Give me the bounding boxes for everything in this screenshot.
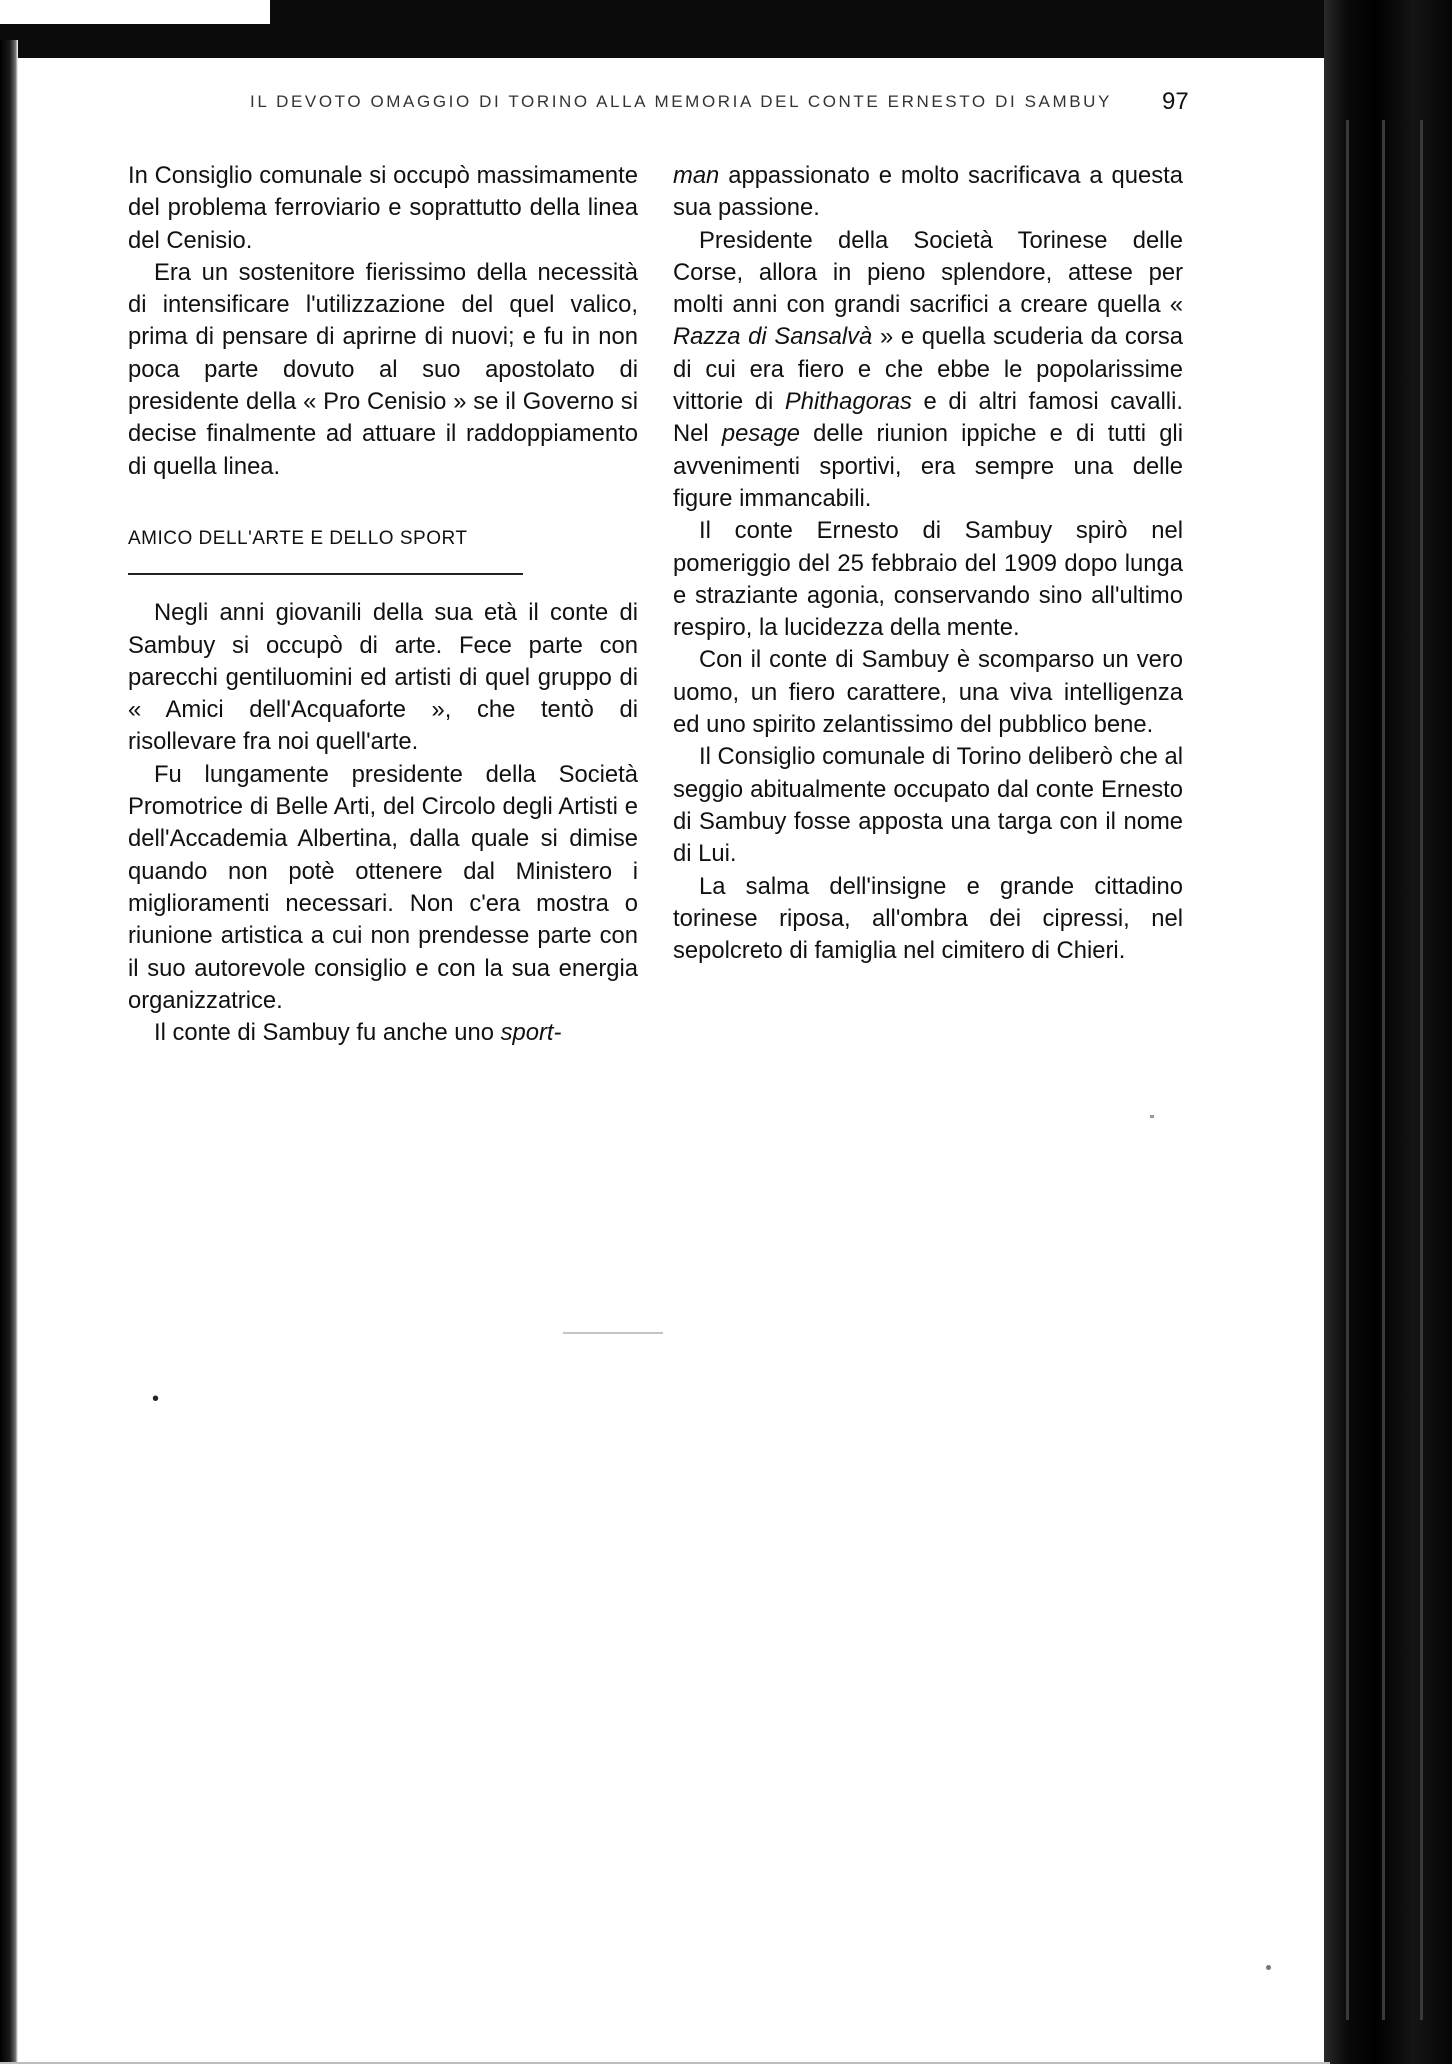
paragraph: Negli anni giovanili della sua età il conte di Sambuy si occupò di arte. Fece parte con parecchi gentiluomini ed artisti di quel gruppo di « Amici dell'Acquaforte », che tentò di risollevare fra noi quell'arte. — [128, 599, 638, 756]
scan-mark-dot: • — [152, 1388, 160, 1410]
paragraph: In Consiglio comunale si occupò massimamente del problema ferroviario e soprattutto della linea del Cenisio. — [128, 162, 638, 254]
italic-text: pesage — [721, 420, 800, 448]
scan-streak — [1346, 120, 1349, 2020]
scan-notch — [0, 0, 270, 24]
paragraph — [673, 225, 1183, 516]
italic-text: man — [673, 162, 720, 189]
scan-mark-line — [563, 1332, 663, 1334]
section-heading: AMICO DELL'ARTE E DELLO SPORT — [128, 523, 523, 575]
paragraph: Era un sostenitore fierissimo della necessità di intensificare l'utilizzazione del quel valico, prima di pensare di aprirne di nuovi; e fu in non poca parte dovuto al suo apostolato di presidente della « Pro Cenisio » se il Governo si decise finalmente ad attuare il raddoppiamento di quella linea. — [128, 258, 638, 480]
paragraph: Il Consiglio comunale di Torino deliberò che al seggio abitualmente occupato dal conte Ernesto di Sambuy fosse apposta una targa con il nome di Lui. — [673, 743, 1183, 868]
paragraph — [128, 1017, 638, 1049]
scan-speck — [1266, 1965, 1271, 1970]
paragraph-text: Il conte di Sambuy fu anche uno — [154, 1019, 501, 1047]
italic-text: Razza di Sansalvà — [673, 323, 873, 351]
paragraph: Fu lungamente presidente della Società Promotrice di Belle Arti, del Circolo degli Artisti e dell'Accademia Albertina, dalla quale si dimise quando non potè ottenere dal Ministero i miglioramenti necessari. Non c'era mostra o riunione artistica a cui non prendesse parte con il suo autorevole consiglio e con la sua energia organizzatrice. — [128, 760, 638, 1014]
italic-text: sport- — [500, 1019, 562, 1047]
paragraph: Con il conte di Sambuy è scomparso un vero uomo, un fiero carattere, una viva intelligenza ed uno spirito zelantissimo del pubblico bene. — [673, 646, 1183, 739]
scan-speck — [1150, 1115, 1154, 1118]
left-column — [128, 160, 638, 1049]
section-gap — [128, 575, 638, 597]
paragraph: La salma dell'insigne e grande cittadino torinese riposa, all'ombra dei cipressi, nel sepolcreto di famiglia nel cimitero di Chieri. — [673, 872, 1183, 965]
scan-streak — [1382, 120, 1385, 2020]
italic-text: Phithagoras — [784, 388, 912, 416]
paragraph-text: appassionato e molto sacrificava a questa sua passione. — [673, 162, 1183, 222]
page-number: 97 — [1162, 88, 1189, 115]
scan-border-right — [1324, 0, 1452, 2064]
paragraph-text: Presidente della Società Torinese delle Corse, allora in pieno splendore, attese per molti anni con grandi sacrifici a creare quella « — [673, 226, 1183, 319]
paragraph-text: » e quella scuderia da corsa di cui era fiero e che ebbe le popolarissime vittorie di — [673, 323, 1184, 416]
paragraph-text: delle riunion ippiche e di tutti gli avvenimenti sportivi, era sempre una delle figure immancabili. — [673, 420, 1183, 512]
paragraph — [673, 160, 1183, 225]
running-head: IL DEVOTO OMAGGIO DI TORINO ALLA MEMORIA DEL CONTE ERNESTO DI SAMBUY — [250, 92, 1112, 111]
paragraph: Il conte Ernesto di Sambuy spirò nel pomeriggio del 25 febbraio del 1909 dopo lunga e straziante agonia, conservando sino all'ultimo respiro, la lucidezza della mente. — [673, 517, 1183, 642]
scan-border-left — [0, 40, 18, 2064]
right-column — [673, 160, 1183, 967]
paragraph-text: e di altri famosi cavalli. Nel — [673, 388, 1183, 448]
scan-streak — [1420, 120, 1423, 2020]
